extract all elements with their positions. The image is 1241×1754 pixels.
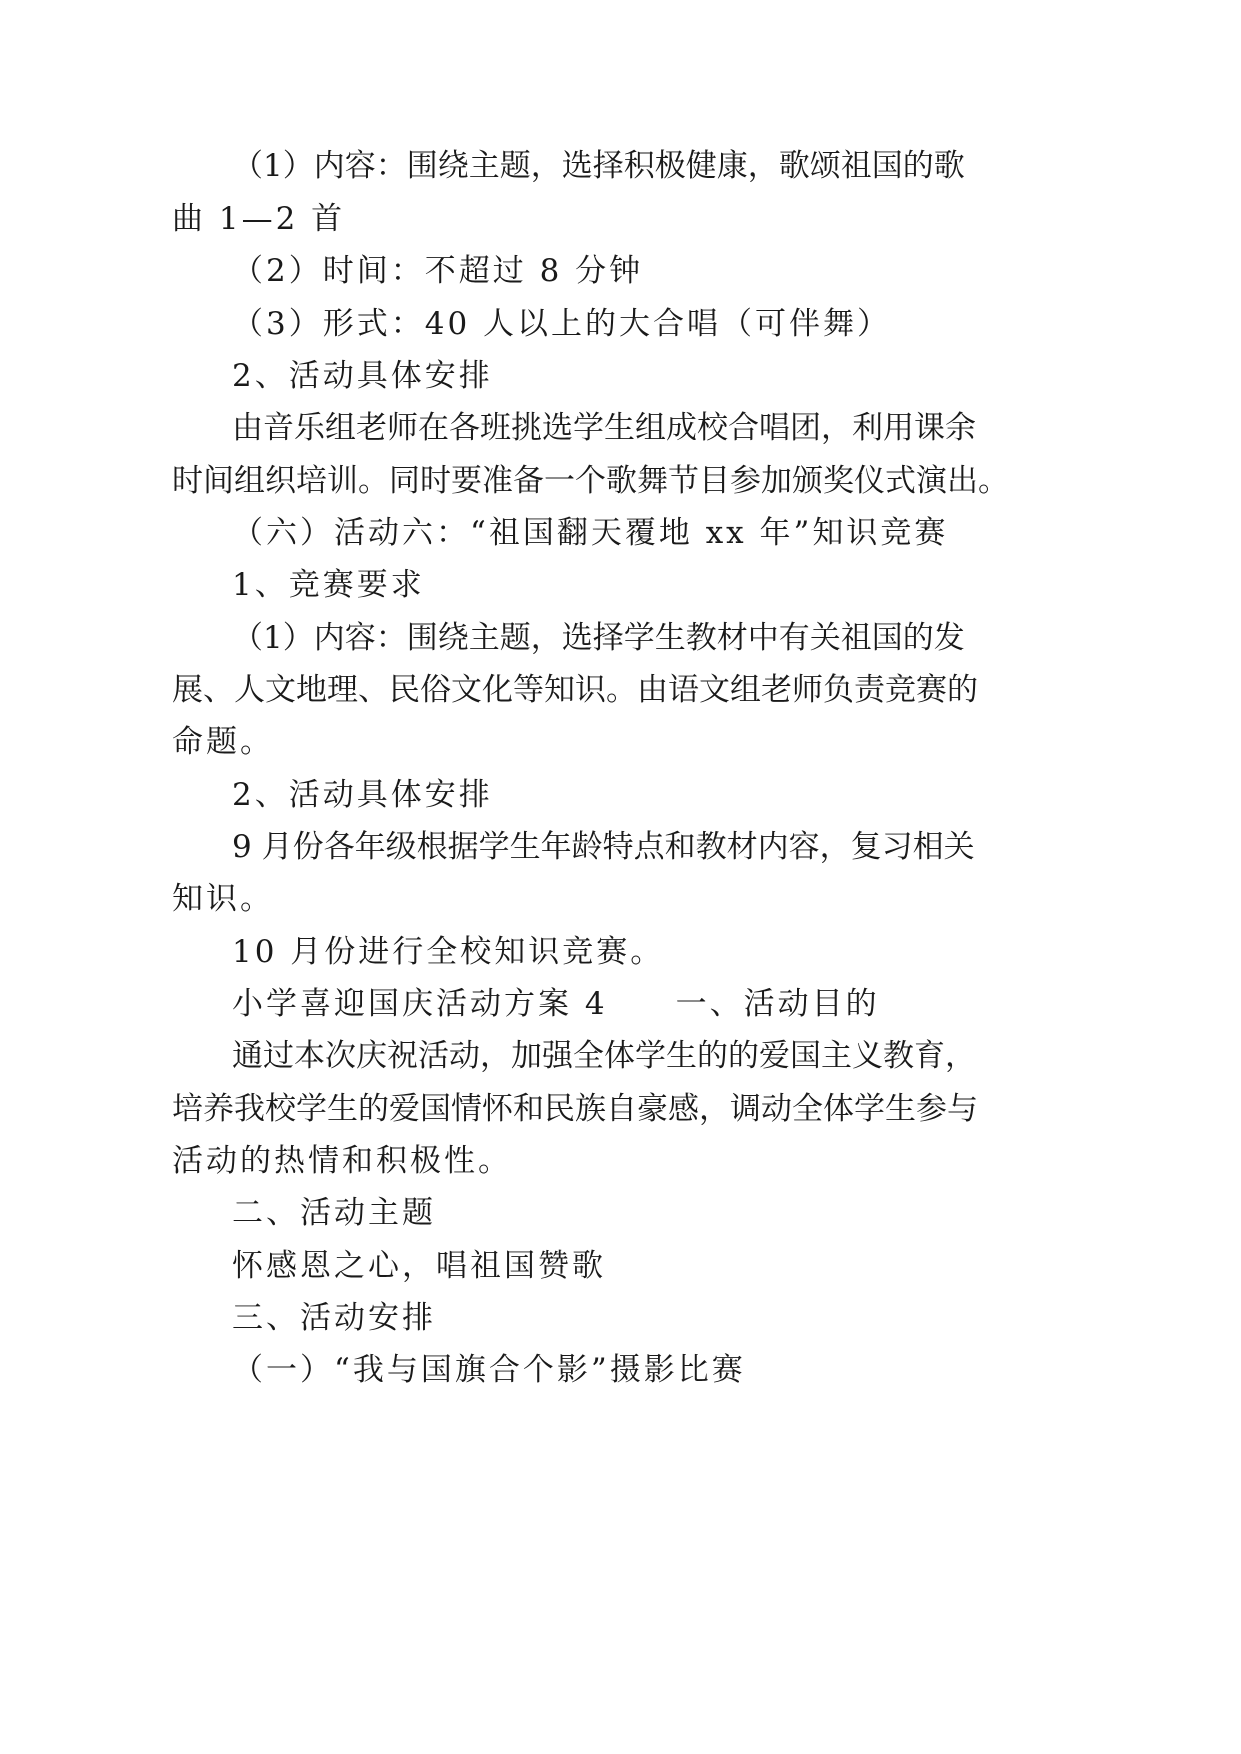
paragraph-line: 9 月份各年级根据学生年龄特点和教材内容，复习相关 [232, 829, 975, 865]
paragraph-line: （2）时间：不超过 8 分钟 [232, 253, 644, 289]
paragraph-line: 时间组织培训。同时要准备一个歌舞节目参加颁奖仪式演出。 [172, 463, 1009, 499]
paragraph-line: 通过本次庆祝活动，加强全体学生的的爱国主义教育， [232, 1038, 976, 1074]
paragraph-line: 展、人文地理、民俗文化等知识。由语文组老师负责竞赛的 [172, 672, 978, 708]
paragraph-line: 10 月份进行全校知识竞赛。 [232, 934, 665, 970]
section-heading: 小学喜迎国庆活动方案 4 一、活动目的 [232, 986, 880, 1022]
section-heading: 2、活动具体安排 [232, 777, 493, 813]
paragraph-line: 曲 1—2 首 [172, 201, 346, 237]
paragraph-line: （3）形式：40 人以上的大合唱（可伴舞） [232, 306, 892, 342]
paragraph-line: 怀感恩之心，唱祖国赞歌 [232, 1248, 606, 1284]
section-heading: 三、活动安排 [232, 1300, 436, 1336]
section-heading: 2、活动具体安排 [232, 358, 493, 394]
section-heading: （一）“我与国旗合个影”摄影比赛 [232, 1352, 746, 1388]
paragraph-line: 由音乐组老师在各班挑选学生组成校合唱团，利用课余 [232, 410, 976, 446]
paragraph-line: （1）内容：围绕主题，选择学生教材中有关祖国的发 [232, 620, 965, 656]
paragraph-line: 培养我校学生的爱国情怀和民族自豪感，调动全体学生参与 [172, 1091, 978, 1127]
paragraph-line: 知识。 [172, 881, 274, 917]
paragraph-line: （1）内容：围绕主题，选择积极健康，歌颂祖国的歌 [232, 148, 965, 184]
section-heading: 1、竞赛要求 [232, 567, 425, 603]
section-heading: （六）活动六：“祖国翻天覆地 xx 年”知识竞赛 [232, 515, 949, 551]
section-heading: 二、活动主题 [232, 1195, 436, 1231]
paragraph-line: 活动的热情和积极性。 [172, 1143, 512, 1179]
paragraph-line: 命题。 [172, 724, 274, 760]
